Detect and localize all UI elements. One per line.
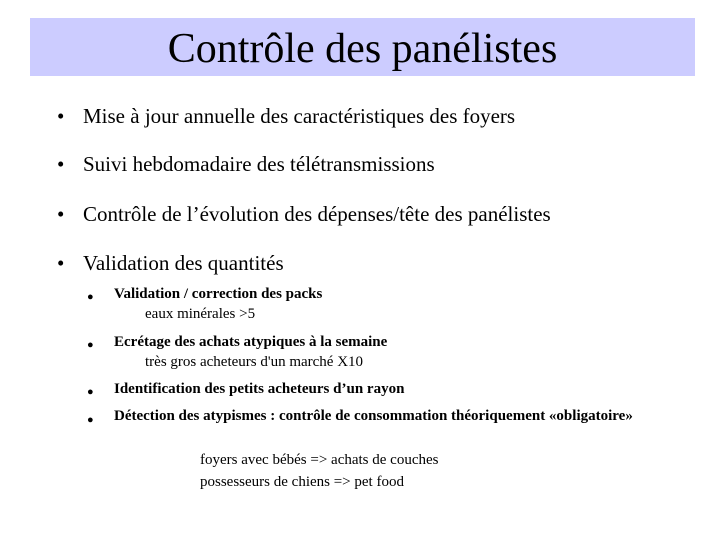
bullet-marker: • bbox=[57, 251, 65, 275]
sub-bullet-heading: Détection des atypismes : contrôle de consommation théoriquement «obligatoire» bbox=[114, 408, 633, 424]
bullet-marker: • bbox=[57, 104, 65, 128]
bullet-item bbox=[57, 150, 435, 178]
example-line: possesseurs de chiens => pet food bbox=[200, 474, 404, 490]
bullet-text: Mise à jour annuelle des caractéristiques des foyers bbox=[83, 104, 516, 128]
bullet-text: Validation des quantités bbox=[83, 251, 284, 275]
sub-bullet-marker: ● bbox=[87, 414, 94, 426]
sub-bullet-detail: eaux minérales >5 bbox=[145, 306, 256, 322]
sub-bullet-detail: très gros acheteurs d'un marché X10 bbox=[145, 354, 364, 370]
sub-bullet-heading: Ecrétage des achats atypiques à la semaine bbox=[114, 334, 388, 350]
bullet-item bbox=[57, 102, 515, 130]
sub-bullet-marker: ● bbox=[87, 339, 94, 351]
sub-bullet-heading: Validation / correction des packs bbox=[114, 286, 323, 302]
bullet-item bbox=[57, 200, 551, 228]
slide-title: Contrôle des panélistes bbox=[167, 26, 558, 72]
sub-bullet-marker: ● bbox=[87, 386, 94, 398]
sub-bullet-marker: ● bbox=[87, 291, 94, 303]
bullet-item bbox=[57, 249, 284, 277]
example-line: foyers avec bébés => achats de couches bbox=[200, 452, 439, 468]
bullet-marker: • bbox=[57, 152, 65, 176]
sub-bullet-heading: Identification des petits acheteurs d’un rayon bbox=[114, 381, 405, 397]
bullet-marker: • bbox=[57, 202, 65, 226]
bullet-text: Suivi hebdomadaire des télétransmissions bbox=[83, 152, 435, 176]
bullet-text: Contrôle de l’évolution des dépenses/tête des panélistes bbox=[83, 202, 551, 226]
